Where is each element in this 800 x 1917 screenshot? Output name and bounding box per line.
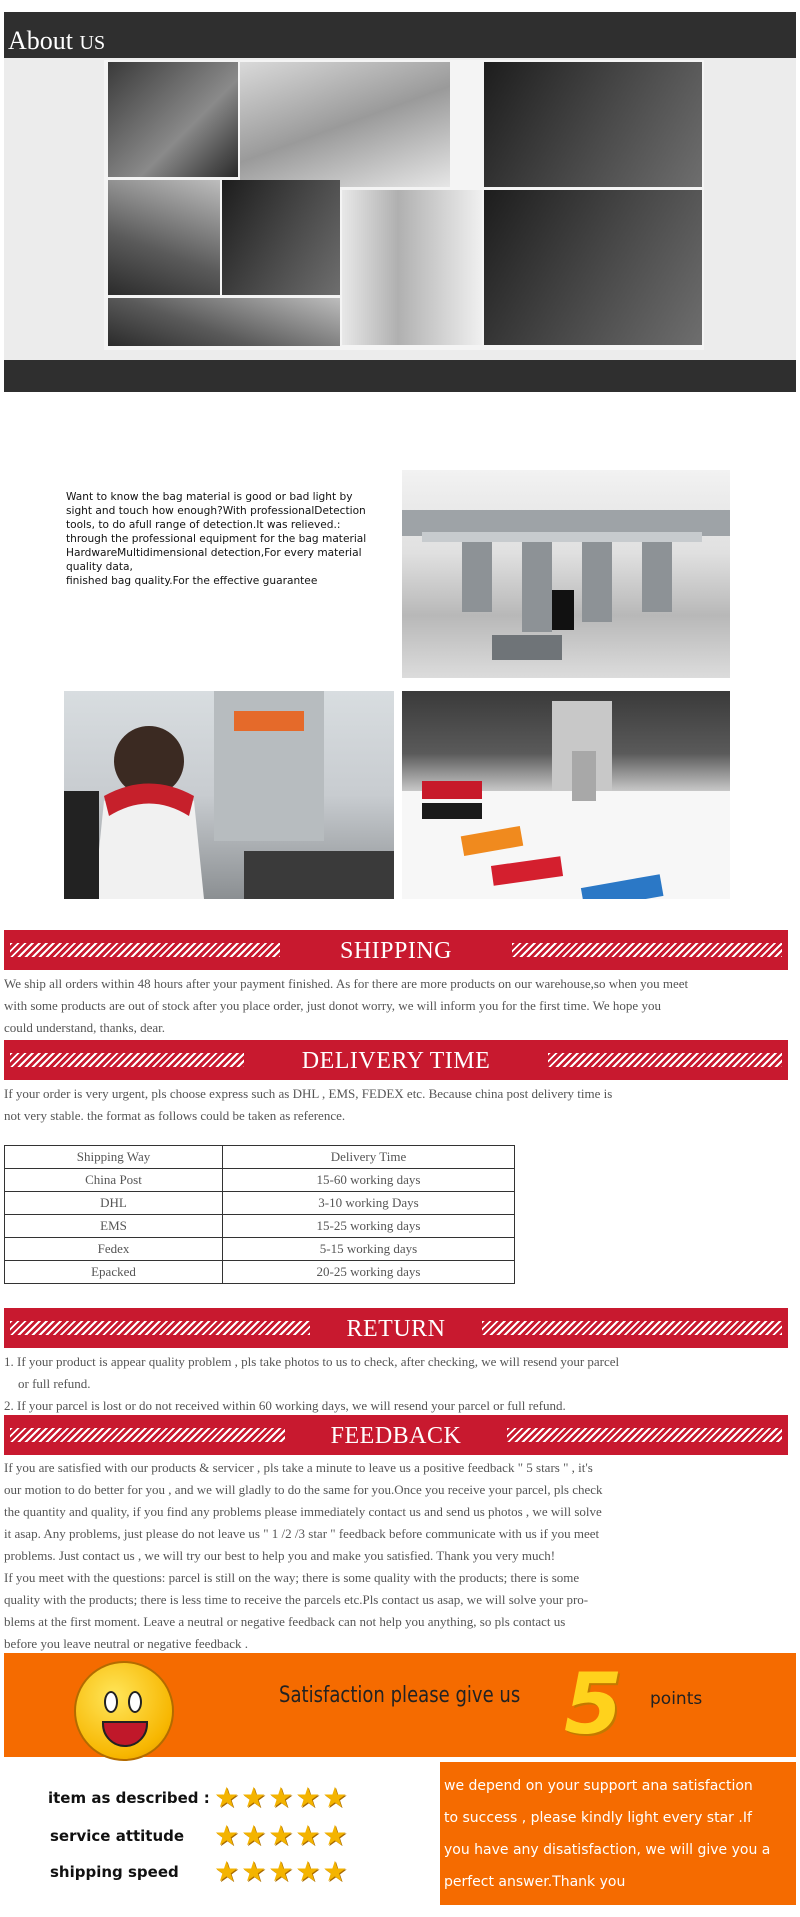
message-line: we depend on your support ana satisfaction xyxy=(444,1778,753,1794)
glue-gun-photo xyxy=(342,190,482,345)
message-line: you have any disatisfaction, we will give you a xyxy=(444,1842,771,1858)
delivery-time-cell: 15-25 working days xyxy=(223,1215,515,1238)
message-line: perfect answer.Thank you xyxy=(444,1874,626,1890)
about-us-section xyxy=(4,12,796,392)
shipping-banner xyxy=(4,930,788,970)
table-header-cell: Shipping Way xyxy=(5,1146,223,1169)
shipping-way-cell: DHL xyxy=(5,1192,223,1215)
feedback-banner xyxy=(4,1415,788,1455)
shipping-line: We ship all orders within 48 hours after your payment finished. As for there are more products on our warehouse,so when you meet xyxy=(4,976,689,991)
feedback-heading: FEEDBACK xyxy=(330,1423,462,1449)
smiley-mouth xyxy=(102,1721,148,1747)
shipping-way-cell: Epacked xyxy=(5,1261,223,1284)
feedback-line: our motion to do better for you , and we will gladly to do the same for you.Once you receive your parcel, pls check xyxy=(4,1482,603,1497)
five-star-icon[interactable]: ★★★★★ xyxy=(214,1783,350,1814)
shipping-text xyxy=(4,973,688,1039)
satisfaction-headline: Satisfaction please give us xyxy=(279,1683,521,1708)
scissors-photo xyxy=(222,180,340,295)
shipping-line: with some products are out of stock after you place order, just donot worry, we will inform you for the first time. We hope you xyxy=(4,998,661,1013)
fabric-rolls-photo xyxy=(108,62,238,177)
testing-machine-illustration xyxy=(402,470,730,678)
detection-line: through the professional equipment for the bag material xyxy=(66,533,367,545)
rating-label: shipping speed xyxy=(50,1863,179,1881)
feedback-line: If you are satisfied with our products & servicer , pls take a minute to leave us a positive feedback " 5 stars " , it's xyxy=(4,1460,593,1475)
cutting-hands-photo xyxy=(240,62,450,187)
return-heading: RETURN xyxy=(346,1316,446,1342)
about-us-footer-bar xyxy=(4,360,796,392)
feedback-line: quality with the products; there is less time to receive the parcels etc.Pls contact us asap, we will solve your pro- xyxy=(4,1592,589,1607)
lab-technician-illustration xyxy=(64,691,394,899)
five-star-icon[interactable]: ★★★★★ xyxy=(214,1857,350,1888)
leather-trim-photo xyxy=(484,190,702,345)
smiley-eye xyxy=(104,1691,118,1713)
detection-line: tools, to do afull range of detection.It was relieved.: xyxy=(66,519,341,531)
message-line: to success , please kindly light every star .If xyxy=(444,1810,752,1826)
feedback-text xyxy=(4,1457,603,1655)
detection-line: finished bag quality.For the effective guarantee xyxy=(66,575,318,587)
detection-line: Want to know the bag material is good or bad light by xyxy=(66,491,353,503)
about-title-main: About xyxy=(8,26,73,55)
about-us-title xyxy=(8,26,105,56)
lab-technician-photo xyxy=(64,691,394,899)
detection-line: sight and touch how enough?With professionalDetection xyxy=(66,505,366,517)
feedback-line: If you meet with the questions: parcel is still on the way; there is some quality with the products; there is some xyxy=(4,1570,580,1585)
feedback-line: the quantity and quality, if you find any problems please immediately contact us and send us photos , we will solve xyxy=(4,1504,602,1519)
delivery-time-banner xyxy=(4,1040,788,1080)
table-header-row xyxy=(5,1146,515,1169)
material-samples-illustration xyxy=(402,691,730,899)
five-star-icon[interactable]: ★★★★★ xyxy=(214,1821,350,1852)
return-line: 1. If your product is appear quality problem , pls take photos to us to check, after checking, we will resend your parcel xyxy=(4,1354,620,1369)
sewing-machine-photo xyxy=(108,180,220,295)
workshop-strip-photo xyxy=(108,298,340,346)
delivery-time-cell: 20-25 working days xyxy=(223,1261,515,1284)
shipping-way-cell: EMS xyxy=(5,1215,223,1238)
smiley-mascot-icon xyxy=(74,1661,174,1761)
smiley-eye xyxy=(128,1691,142,1713)
delivery-time-cell: 3-10 working Days xyxy=(223,1192,515,1215)
feedback-line: blems at the first moment. Leave a neutral or negative feedback can not help you anything, so pls contact us xyxy=(4,1614,566,1629)
table-header-cell: Delivery Time xyxy=(223,1146,515,1169)
rating-row-shipping-speed xyxy=(4,1859,384,1887)
shipping-heading: SHIPPING xyxy=(339,938,453,964)
leather-work-photo xyxy=(484,62,702,187)
delivery-time-heading: DELIVERY TIME xyxy=(301,1048,491,1074)
delivery-time-cell: 15-60 working days xyxy=(223,1169,515,1192)
table-row xyxy=(5,1261,515,1284)
testing-machine-photo xyxy=(402,470,730,678)
feedback-line: problems. Just contact us , we will try our best to help you and make you satisfied. Thank you very much! xyxy=(4,1548,556,1563)
return-line: or full refund. xyxy=(18,1376,91,1391)
satisfaction-panel xyxy=(4,1653,796,1913)
detection-line: quality data, xyxy=(66,561,133,573)
material-samples-photo xyxy=(402,691,730,899)
shipping-way-cell: Fedex xyxy=(5,1238,223,1261)
rating-label: service attitude xyxy=(50,1827,185,1845)
satisfaction-message-box xyxy=(440,1762,796,1905)
about-us-header-bar xyxy=(4,12,796,58)
shipping-way-cell: China Post xyxy=(5,1169,223,1192)
delivery-time-cell: 5-15 working days xyxy=(223,1238,515,1261)
feedback-line: it asap. Any problems, just please do not leave us " 1 /2 /3 star " feedback before communicate with us if you meet xyxy=(4,1526,600,1541)
shipping-line: could understand, thanks, dear. xyxy=(4,1020,166,1035)
table-row xyxy=(5,1169,515,1192)
return-text xyxy=(4,1351,619,1417)
points-label: points xyxy=(650,1689,703,1709)
rating-row-service-attitude xyxy=(4,1823,384,1851)
delivery-time-table xyxy=(4,1145,515,1284)
rating-row-item-described xyxy=(4,1785,384,1813)
about-title-us: US xyxy=(79,32,106,54)
delivery-text xyxy=(4,1083,612,1127)
factory-photo-collage xyxy=(104,60,704,350)
delivery-line: not very stable. the format as follows could be taken as reference. xyxy=(4,1108,346,1123)
detection-line: HardwareMultidimensional detection,For every material xyxy=(66,547,362,559)
detection-description xyxy=(66,490,401,588)
five-points-number: 5 xyxy=(564,1655,623,1753)
return-banner xyxy=(4,1308,788,1348)
feedback-line: before you leave neutral or negative feedback . xyxy=(4,1636,248,1651)
table-row xyxy=(5,1238,515,1261)
return-line: 2. If your parcel is lost or do not received within 60 working days, we will resend your parcel or full refund. xyxy=(4,1398,566,1413)
rating-label: item as described : xyxy=(48,1789,210,1807)
delivery-line: If your order is very urgent, pls choose express such as DHL , EMS, FEDEX etc. Because china post delivery time is xyxy=(4,1086,613,1101)
table-row xyxy=(5,1192,515,1215)
table-row xyxy=(5,1215,515,1238)
